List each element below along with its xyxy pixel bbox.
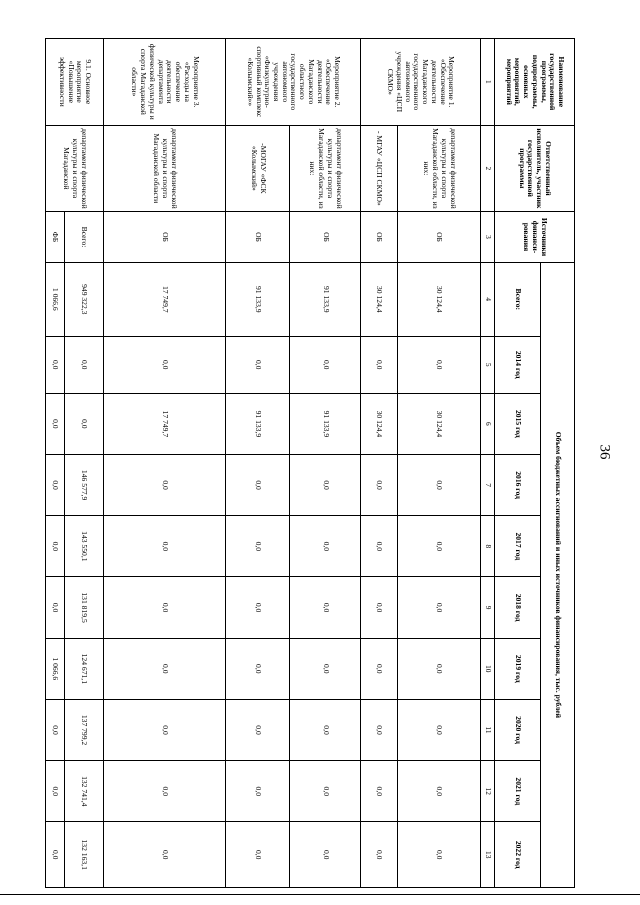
header-2019: 2019 год [495,638,541,699]
column-number: 9 [481,577,495,638]
row-source-cell: ОБ [398,212,481,263]
row-value-cell: 0,0 [360,638,397,699]
budget-table [45,38,575,888]
row-value-cell: 0,0 [46,454,65,515]
row-value-cell: 91 133,9 [290,262,360,336]
row-value-cell: 0,0 [104,638,226,699]
page-number: 36 [596,444,613,460]
budget-table-sheet [45,38,575,888]
column-number: 1 [481,39,495,126]
row-executor-cell: -МОГАУ «ФСК «Колымский» [226,125,290,212]
row-value-cell: 124 671,1 [64,638,103,699]
row-value-cell: 0,0 [104,454,226,515]
row-source-cell: Всего: [64,212,103,263]
column-number: 11 [481,699,495,760]
row-value-cell: 17 749,7 [104,262,226,336]
header-2018: 2018 год [495,577,541,638]
row-value-cell: 91 133,9 [226,262,290,336]
row-value-cell: 949 322,3 [64,262,103,336]
column-number: 7 [481,454,495,515]
row-name-cell: Мероприятие 3. «Расходы на обеспечение деятельности департамента физической культуры и спорта Магаданской области» [104,39,226,126]
row-source-cell: ОБ [290,212,360,263]
row-value-cell: 137 799,2 [64,699,103,760]
row-value-cell: 0,0 [226,699,290,760]
row-value-cell: 0,0 [398,699,481,760]
row-source-cell: ОБ [104,212,226,263]
header-2020: 2020 год [495,699,541,760]
column-number: 6 [481,393,495,454]
row-value-cell: 0,0 [398,577,481,638]
row-value-cell: 0,0 [226,822,290,888]
row-value-cell: 0,0 [64,393,103,454]
row-value-cell: 30 124,4 [398,262,481,336]
row-value-cell: 0,0 [104,577,226,638]
bottom-rule [0,894,640,895]
row-value-cell: 132 741,4 [64,761,103,822]
column-number: 5 [481,336,495,393]
row-value-cell: 0,0 [398,822,481,888]
row-value-cell: 0,0 [398,336,481,393]
row-value-cell: 0,0 [398,516,481,577]
row-value-cell: 0,0 [360,454,397,515]
table-row [226,39,290,888]
row-value-cell: 0,0 [360,577,397,638]
column-number: 3 [481,212,495,263]
row-value-cell: 0,0 [46,822,65,888]
row-value-cell: 0,0 [226,638,290,699]
row-value-cell: 0,0 [104,761,226,822]
row-value-cell: 0,0 [226,336,290,393]
row-value-cell: 0,0 [104,516,226,577]
header-2021: 2021 год [495,761,541,822]
row-value-cell: 0,0 [104,699,226,760]
row-source-cell: ОБ [360,212,397,263]
row-value-cell: 0,0 [290,699,360,760]
row-value-cell: 0,0 [290,516,360,577]
row-value-cell: 0,0 [360,699,397,760]
column-number: 13 [481,822,495,888]
header-source: Источники финанси-рования [495,212,575,263]
row-value-cell: 91 133,9 [290,393,360,454]
table-row [360,39,397,888]
column-number: 10 [481,638,495,699]
row-value-cell: 0,0 [290,336,360,393]
row-value-cell: 1 066,6 [46,638,65,699]
row-value-cell: 0,0 [360,761,397,822]
row-value-cell: 0,0 [398,638,481,699]
row-source-cell: ФБ [46,212,65,263]
row-value-cell: 0,0 [226,577,290,638]
row-value-cell: 30 124,4 [360,393,397,454]
row-value-cell: 0,0 [290,577,360,638]
row-value-cell: 17 749,7 [104,393,226,454]
row-value-cell: 0,0 [226,761,290,822]
row-value-cell: 0,0 [360,336,397,393]
row-executor-cell: департамент физической культуры и спорта Магаданской области, из них: [290,125,360,212]
column-number: 4 [481,262,495,336]
row-value-cell: 30 124,4 [398,393,481,454]
header-name: Наименование государственной программы, подпрограммы, основных мероприятий, мероприятий [495,39,575,126]
header-2014: 2014 год [495,336,541,393]
row-name-cell: Мероприятие 1. «Обеспечение деятельности Магаданского государственного автономного учреждения «ЦСП СКМО» [360,39,480,126]
table-row [290,39,360,888]
row-name-cell: 9.1. Основное мероприятие «Повышение эффективности [46,39,104,126]
row-value-cell: 0,0 [46,336,65,393]
table-row [104,39,226,888]
row-value-cell: 0,0 [290,761,360,822]
row-value-cell: 0,0 [104,822,226,888]
column-number: 2 [481,125,495,212]
column-number: 8 [481,516,495,577]
row-value-cell: 0,0 [290,822,360,888]
column-numbering-row [481,39,495,888]
row-executor-cell: - МГАУ «ЦСП СКМО» [360,125,397,212]
row-value-cell: 0,0 [290,454,360,515]
row-value-cell: 0,0 [226,516,290,577]
header-executor: Ответственный исполнитель, участник государственной программы [495,125,575,212]
row-name-cell: Мероприятие 2. «Обеспечение деятельности Магаданского областного государственного автономного учреждения «Физкультурно-спортивный комплекс «Колымский»» [226,39,361,126]
row-value-cell: 0,0 [104,336,226,393]
row-value-cell: 91 133,9 [226,393,290,454]
row-executor-cell: департамент физической культуры и спорта Магаданской [46,125,104,212]
row-value-cell: 143 550,1 [64,516,103,577]
row-value-cell: 0,0 [46,393,65,454]
row-value-cell: 0,0 [398,454,481,515]
row-value-cell: 0,0 [46,516,65,577]
row-value-cell: 0,0 [290,638,360,699]
table-row [64,39,103,888]
row-value-cell: 0,0 [360,516,397,577]
column-number: 12 [481,761,495,822]
row-value-cell: 0,0 [46,699,65,760]
row-value-cell: 30 124,4 [360,262,397,336]
row-value-cell: 131 819,5 [64,577,103,638]
row-value-cell: 146 577,9 [64,454,103,515]
row-value-cell: 0,0 [46,761,65,822]
row-source-cell: ОБ [226,212,290,263]
row-value-cell: 132 163,1 [64,822,103,888]
row-value-cell: 1 066,6 [46,262,65,336]
row-value-cell: 0,0 [226,454,290,515]
header-total: Всего: [495,262,541,336]
row-value-cell: 0,0 [360,822,397,888]
header-2015: 2015 год [495,393,541,454]
table-row [398,39,481,888]
header-2022: 2022 год [495,822,541,888]
row-executor-cell: департамент физической культуры и спорта Магаданской области, из них: [398,125,481,212]
row-value-cell: 0,0 [398,761,481,822]
row-value-cell: 0,0 [64,336,103,393]
header-2017: 2017 год [495,516,541,577]
row-value-cell: 0,0 [46,577,65,638]
header-2016: 2016 год [495,454,541,515]
header-funding-group: Объем бюджетных ассигнований и иных источников финансирования, тыс. рублей [541,262,575,887]
row-executor-cell: департамент физической культуры и спорта Магаданской области [104,125,226,212]
